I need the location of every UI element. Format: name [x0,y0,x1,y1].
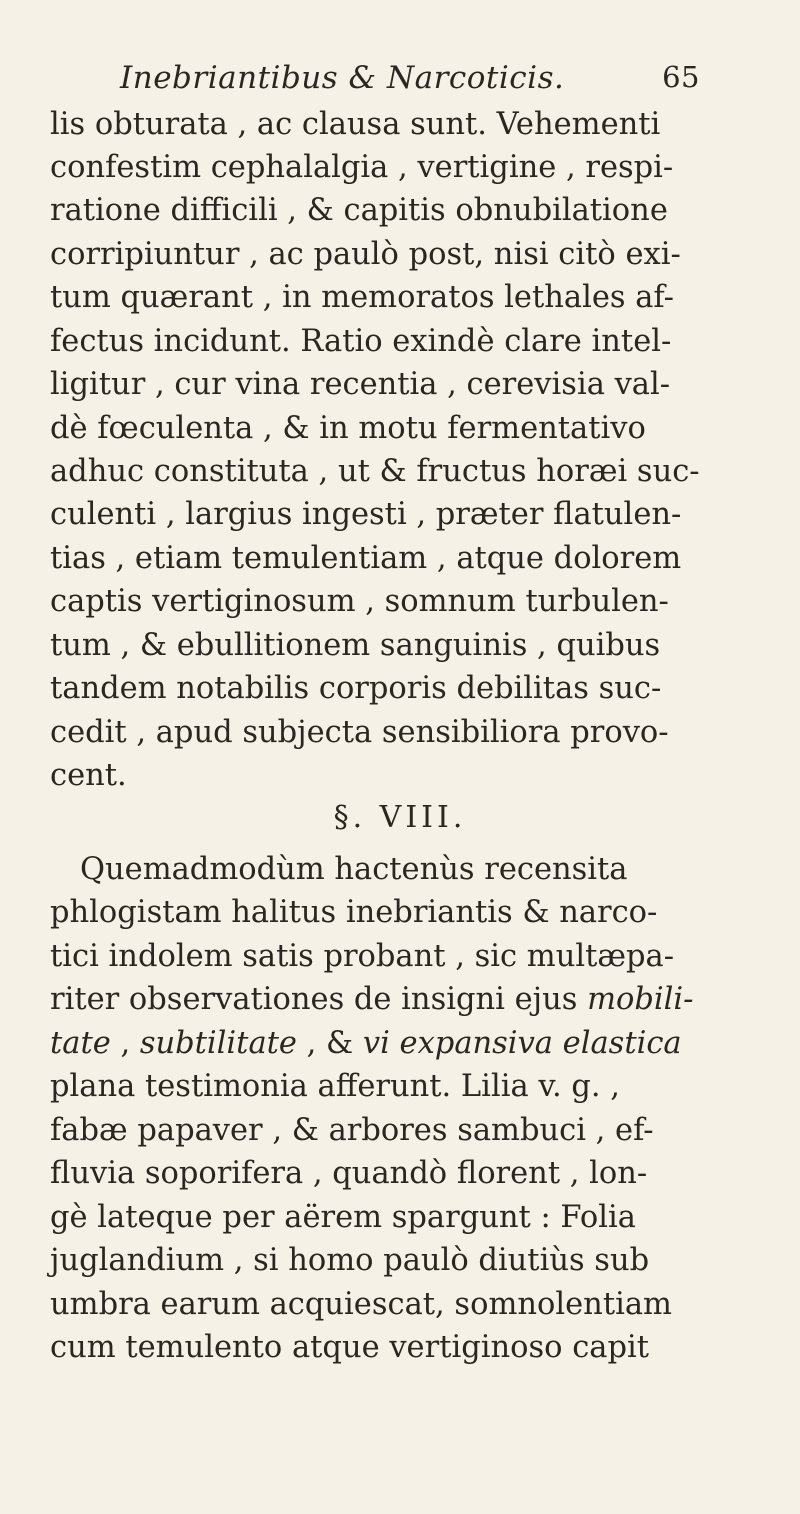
section-heading: §. VIII. [333,800,467,835]
text-line: juglandium , si homo paulò diutiùs sub [50,1243,650,1278]
running-header [120,60,700,96]
text-run: , [110,1026,140,1061]
italic-run: subtilitate [139,1026,297,1061]
italic-run: vi expansiva elastica [362,1026,682,1061]
page-number: 65 [662,60,700,94]
text-line: tici indolem satis probant , sic multæpa- [50,939,675,974]
text-line: cedit , apud subjecta sensibiliora provo- [50,715,669,750]
text-line: tandem notabilis corporis debilitas suc- [50,671,662,706]
text-line: confestim cephalalgia , vertigine , respi- [50,150,674,185]
text-line: ligitur , cur vina recentia , cerevisia val- [50,367,671,402]
text-line: tias , etiam temulentiam , atque dolorem [50,541,682,576]
text-line: culenti , largius ingesti , præter flatulen- [50,497,682,532]
text-line: umbra earum acquiescat, somnolentiam [50,1287,672,1322]
text-line: cum temulento atque vertiginoso capit [50,1330,649,1365]
text-line [50,1026,750,1061]
text-line: tum , & ebullitionem sanguinis , quibus [50,628,661,663]
text-line: captis vertiginosum , somnum turbulen- [50,584,669,619]
text-line: dè fœculenta , & in motu fermentativo [50,411,646,446]
text-line: fluvia soporifera , quandò florent , lon- [50,1156,648,1191]
text-run: riter observationes de insigni ejus [50,982,588,1017]
italic-run: tate [50,1026,111,1061]
text-line: cent. [50,758,127,793]
text-line: corripiuntur , ac paulò post, nisi citò exi- [50,237,681,272]
text-run: , & [296,1026,363,1061]
italic-run: mobili- [587,982,694,1017]
text-line: phlogistam halitus inebriantis & narco- [50,895,658,930]
running-title: Inebriantibus & Narcoticis. [120,60,565,96]
text-line: fabæ papaver , & arbores sambuci , ef- [50,1113,654,1148]
text-line: tum quærant , in memoratos lethales af- [50,280,674,315]
text-line: gè lateque per aërem spargunt : Folia [50,1200,636,1235]
text-line: lis obturata , ac clausa sunt. Vehementi [50,107,661,142]
text-line: fectus incidunt. Ratio exindè clare intel- [50,324,672,359]
text-line: adhuc constituta , ut & fructus horæi suc- [50,454,700,489]
text-line: plana testimonia afferunt. Lilia v. g. , [50,1069,620,1104]
text-line [50,982,750,1017]
text-line: ratione difficili , & capitis obnubilatione [50,193,668,228]
text-line: Quemadmodùm hactenùs recensita [80,852,628,887]
